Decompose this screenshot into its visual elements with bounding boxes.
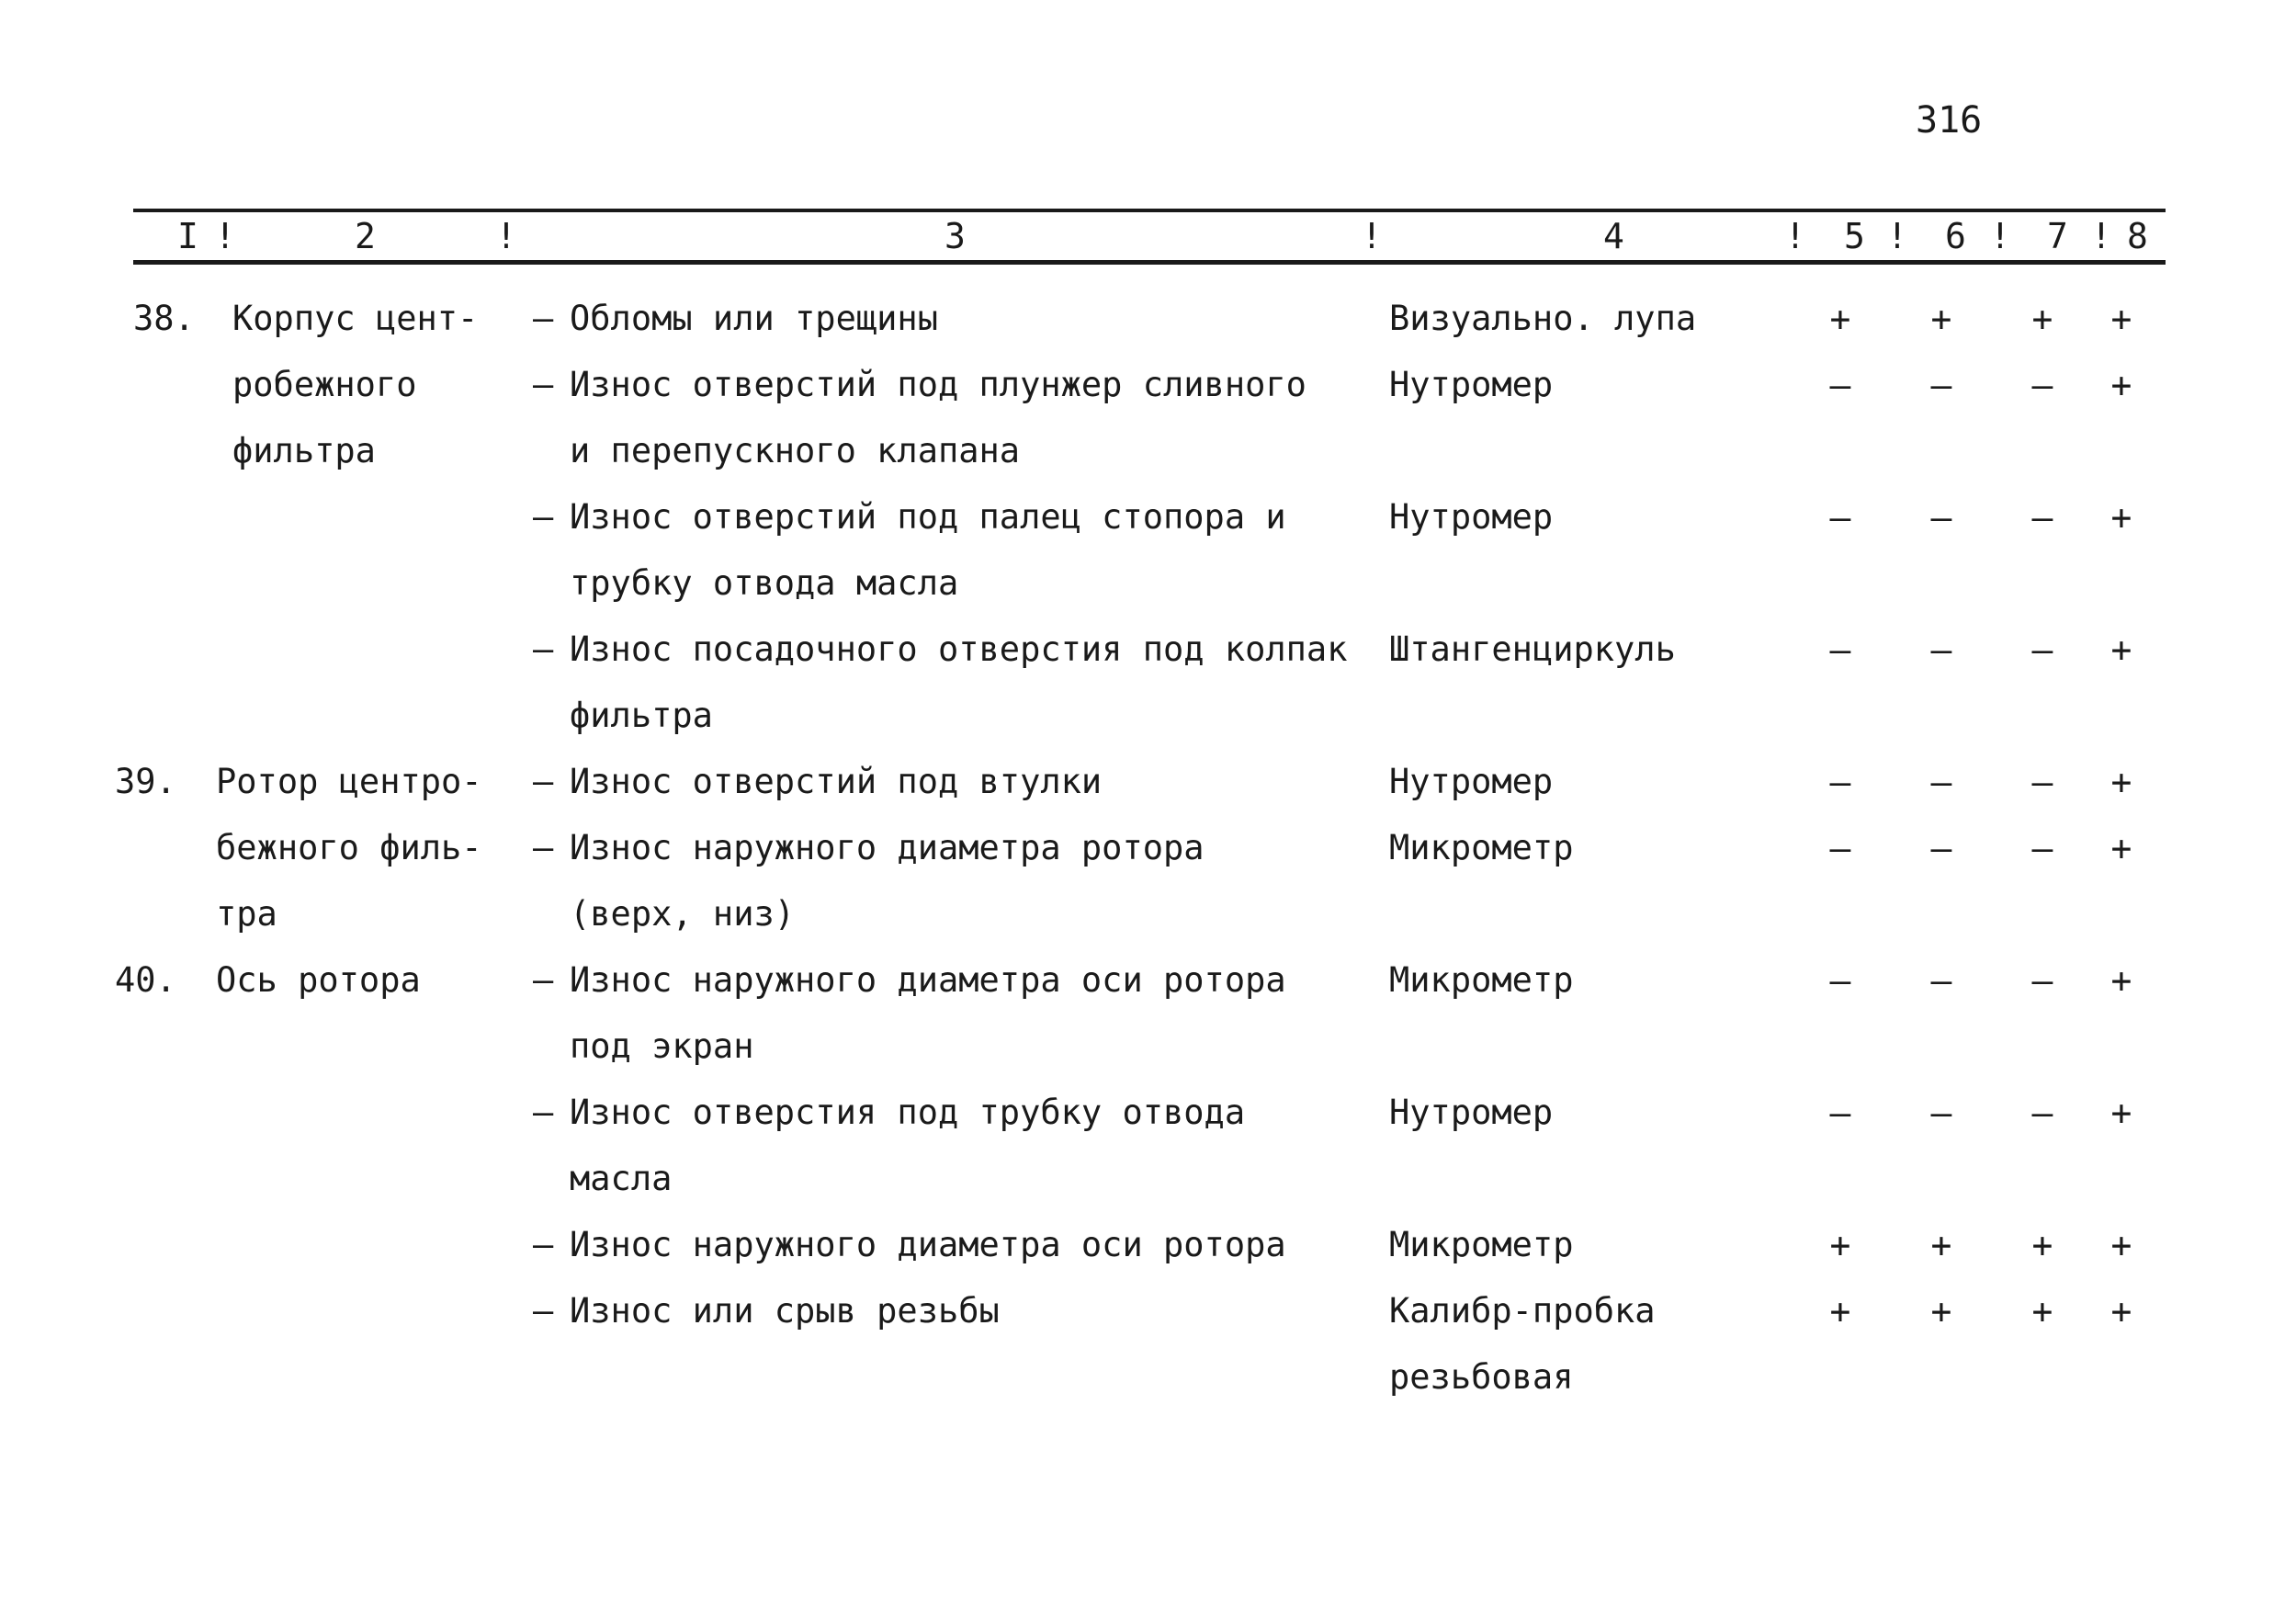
tool-line: Микрометр	[1389, 1225, 1574, 1264]
mark-col-8: +	[2110, 629, 2132, 670]
mark-col-7: –	[2031, 1093, 2053, 1133]
mark-col-6: –	[1930, 497, 1952, 538]
defect-line: Износ отверстий под плунжер сливного	[570, 365, 1306, 404]
tool-line: Нутромер	[1389, 497, 1554, 537]
mark-col-6: +	[1930, 1291, 1952, 1331]
item-name-line: бежного филь-	[216, 828, 482, 867]
mark-col-8: +	[2110, 1093, 2132, 1133]
mark-col-5: –	[1829, 762, 1851, 802]
header-separator: !	[495, 216, 517, 256]
defect-line: Износ отверстия под трубку отвода	[570, 1093, 1246, 1132]
header-col-7: 7	[2047, 216, 2068, 256]
mark-col-8: +	[2110, 1225, 2132, 1265]
defect-dash: –	[533, 1225, 554, 1264]
tool-line: Нутромер	[1389, 1093, 1554, 1132]
header-col-6: 6	[1945, 216, 1966, 256]
defect-dash: –	[533, 365, 554, 404]
header-col-8: 8	[2127, 216, 2148, 256]
defect-dash: –	[533, 1291, 554, 1331]
page-number: 316	[1916, 99, 1983, 142]
mark-col-8: +	[2110, 365, 2132, 405]
mark-col-6: –	[1930, 828, 1952, 868]
mark-col-7: +	[2031, 299, 2053, 339]
tool-line: Нутромер	[1389, 762, 1554, 801]
header-col-3: 3	[944, 216, 966, 256]
header-col-1: I	[177, 216, 198, 256]
mark-col-5: –	[1829, 1093, 1851, 1133]
tool-line: Нутромер	[1389, 365, 1554, 404]
header-separator: !	[1784, 216, 1806, 256]
item-name-line: робежного	[232, 365, 417, 404]
header-col-5: 5	[1844, 216, 1865, 256]
mark-col-7: –	[2031, 629, 2053, 670]
item-name-line: Ось ротора	[216, 960, 421, 1000]
header-separator: !	[1989, 216, 2011, 256]
mark-col-6: +	[1930, 1225, 1952, 1265]
item-number: 38.	[133, 299, 195, 338]
mark-col-5: –	[1829, 828, 1851, 868]
defect-dash: –	[533, 629, 554, 669]
mark-col-8: +	[2110, 1291, 2132, 1331]
defect-line: Обломы или трещины	[570, 299, 938, 338]
mark-col-5: –	[1829, 365, 1851, 405]
mark-col-7: –	[2031, 365, 2053, 405]
mark-col-5: +	[1829, 299, 1851, 339]
mark-col-7: –	[2031, 960, 2053, 1001]
mark-col-5: –	[1829, 960, 1851, 1001]
mark-col-7: +	[2031, 1291, 2053, 1331]
mark-col-8: +	[2110, 828, 2132, 868]
tool-line: Визуально. лупа	[1389, 299, 1697, 338]
mark-col-5: –	[1829, 497, 1851, 538]
tool-line: резьбовая	[1389, 1357, 1574, 1397]
defect-line: Износ наружного диаметра ротора	[570, 828, 1205, 867]
mark-col-6: –	[1930, 960, 1952, 1001]
defect-line: фильтра	[570, 696, 713, 735]
defect-line: масла	[570, 1159, 673, 1198]
item-number: 39.	[115, 762, 176, 801]
defect-line: Износ наружного диаметра оси ротора	[570, 1225, 1286, 1264]
mark-col-6: –	[1930, 365, 1952, 405]
mark-col-6: –	[1930, 1093, 1952, 1133]
header-separator: !	[1886, 216, 1908, 256]
item-name-line: тра	[216, 894, 277, 934]
mark-col-7: –	[2031, 497, 2053, 538]
item-number: 40.	[115, 960, 176, 1000]
item-name-line: Ротор центро-	[216, 762, 482, 801]
defect-dash: –	[533, 960, 554, 1000]
mark-col-8: +	[2110, 497, 2132, 538]
header-separator: !	[214, 216, 236, 256]
defect-dash: –	[533, 299, 554, 338]
defect-line: Износ отверстий под втулки	[570, 762, 1103, 801]
tool-line: Микрометр	[1389, 960, 1574, 1000]
defect-line: Износ или срыв резьбы	[570, 1291, 1000, 1331]
mark-col-8: +	[2110, 762, 2132, 802]
mark-col-7: –	[2031, 828, 2053, 868]
mark-col-6: –	[1930, 629, 1952, 670]
mark-col-7: +	[2031, 1225, 2053, 1265]
defect-dash: –	[533, 497, 554, 537]
mark-col-5: +	[1829, 1225, 1851, 1265]
mark-col-6: –	[1930, 762, 1952, 802]
item-name-line: фильтра	[232, 431, 376, 470]
mark-col-6: +	[1930, 299, 1952, 339]
mark-col-8: +	[2110, 960, 2132, 1001]
table-header-top-rule	[133, 209, 2166, 212]
defect-dash: –	[533, 828, 554, 867]
defect-line: трубку отвода масла	[570, 563, 959, 603]
defect-dash: –	[533, 1093, 554, 1132]
tool-line: Калибр-пробка	[1389, 1291, 1656, 1331]
mark-col-7: –	[2031, 762, 2053, 802]
header-separator: !	[2090, 216, 2112, 256]
defect-line: под экран	[570, 1026, 754, 1066]
tool-line: Штангенциркуль	[1389, 629, 1676, 669]
defect-dash: –	[533, 762, 554, 801]
header-col-4: 4	[1603, 216, 1624, 256]
defect-line: Износ посадочного отверстия под колпак	[570, 629, 1348, 669]
item-name-line: Корпус цент-	[232, 299, 479, 338]
header-col-2: 2	[355, 216, 376, 256]
mark-col-5: –	[1829, 629, 1851, 670]
defect-line: Износ наружного диаметра оси ротора	[570, 960, 1286, 1000]
mark-col-5: +	[1829, 1291, 1851, 1331]
mark-col-8: +	[2110, 299, 2132, 339]
defect-line: Износ отверстий под палец стопора и	[570, 497, 1286, 537]
defect-line: (верх, низ)	[570, 894, 796, 934]
tool-line: Микрометр	[1389, 828, 1574, 867]
defect-line: и перепускного клапана	[570, 431, 1021, 470]
table-header-bottom-rule	[133, 260, 2166, 265]
header-separator: !	[1361, 216, 1383, 256]
